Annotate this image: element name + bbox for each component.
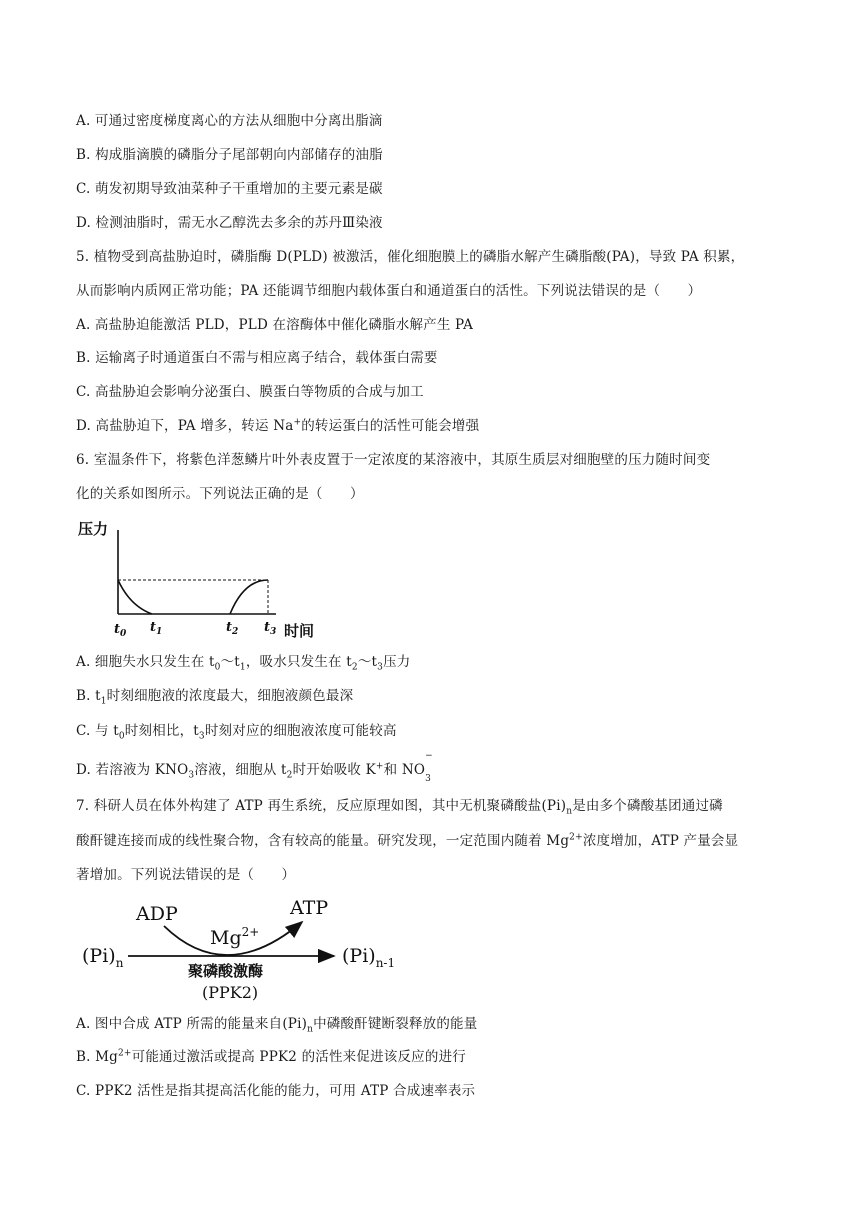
q6-option-a: A. 细胞失水只发生在 $t_0\sim t_1$，吸水只发生在 $t_2\sim t_3$压力	[76, 654, 411, 673]
enzyme-abbr-label: (PPK2)	[202, 983, 259, 1002]
q7-stem-line2: 酸酐键连接而成的线性聚合物，含有较高的能量。研究发现，一定范围内随着 $Mg^{2+}$浓度增加，ATP 产量会显	[76, 832, 739, 849]
q6-stem-line2: 化的关系如图所示。下列说法正确的是（ ）	[76, 486, 364, 502]
q6-option-b: B. $t_1$时刻细胞液的浓度最大，细胞液颜色最深	[76, 688, 354, 707]
tick-t1: $t_1$	[150, 620, 163, 637]
q6-option-c: C. 与 $t_0$时刻相比，$t_3$时刻对应的细胞液浓度可能较高	[76, 723, 397, 742]
q7-option-a: A. 图中合成 ATP 所需的能量来自$(Pi)_n$中磷酸酐键断裂释放的能量	[76, 1016, 478, 1035]
tick-t0: $t_0$	[114, 622, 127, 639]
q7-option-c: C. PPK2 活性是指其提高活化能的能力，可用 ATP 合成速率表示	[76, 1083, 476, 1099]
q6-option-d: D. 若溶液为 $KNO_3$溶液，细胞从 $t_2$时开始吸收 K+和 NO − $_3$	[76, 751, 433, 784]
y-axis-label: 压力	[78, 520, 109, 538]
polyphosphate-n-label: $(Pi)_n$	[82, 945, 124, 970]
q5-option-b: B. 运输离子时通道蛋白不需与相应离子结合，载体蛋白需要	[76, 350, 438, 366]
q6-stem-line1: 6. 室温条件下，将紫色洋葱鳞片叶外表皮置于一定浓度的某溶液中，其原生质层对细胞壁的压力随时间变	[76, 452, 711, 468]
q7-stem-line3: 著增加。下列说法错误的是（ ）	[76, 867, 296, 883]
pressure-decrease-curve	[118, 580, 152, 614]
enzyme-name-label: 聚磷酸激酶	[188, 962, 264, 980]
x-axis-label: 时间	[284, 622, 315, 640]
q5-option-a: A. 高盐胁迫能激活 PLD，PLD 在溶酶体中催化磷脂水解产生 PA	[76, 317, 474, 333]
q7-option-b: B. $Mg^{2+}$可能通过激活或提高 PPK2 的活性来促进该反应的进行	[76, 1048, 466, 1065]
q4-option-d: D. 检测油脂时，需无水乙醇洗去多余的苏丹Ⅲ染液	[76, 215, 383, 231]
q5-stem-line2: 从而影响内质网正常功能；PA 还能调节细胞内载体蛋白和通道蛋白的活性。下列说法错误的是（ ）	[76, 283, 702, 299]
pressure-increase-curve	[230, 580, 268, 614]
nitrate-charge-notation: − $_3$	[425, 751, 433, 784]
atp-regeneration-diagram	[76, 890, 416, 1010]
atp-label: ATP	[290, 897, 329, 919]
q4-option-a: A. 可通过密度梯度离心的方法从细胞中分离出脂滴	[76, 113, 383, 129]
mg-cofactor-label: $Mg^{2+}$	[210, 925, 260, 949]
q5-option-c: C. 高盐胁迫会影响分泌蛋白、膜蛋白等物质的合成与加工	[76, 384, 424, 400]
q5-stem-line1: 5. 植物受到高盐胁迫时，磷脂酶 D(PLD) 被激活，催化细胞膜上的磷脂水解产生磷脂酸(PA)，导致 PA 积累，	[76, 249, 745, 265]
q4-option-b: B. 构成脂滴膜的磷脂分子尾部朝向内部储存的油脂	[76, 147, 383, 163]
adp-label: ADP	[136, 903, 178, 925]
tick-t2: $t_2$	[226, 620, 239, 637]
tick-t3: $t_3$	[264, 620, 277, 637]
q7-stem-line1: 7. 科研人员在体外构建了 ATP 再生系统，反应原理如图，其中无机聚磷酸盐$(Pi)_n$是由多个磷酸基团通过磷	[76, 798, 723, 817]
pressure-time-graph	[74, 514, 334, 644]
polyphosphate-n-1-label: $(Pi)_{n-1}$	[342, 945, 396, 970]
q4-option-c: C. 萌发初期导致油菜种子干重增加的主要元素是碳	[76, 181, 383, 197]
q5-option-d: D. 高盐胁迫下，PA 增多，转运 Na+的转运蛋白的活性可能会增强	[76, 417, 480, 434]
